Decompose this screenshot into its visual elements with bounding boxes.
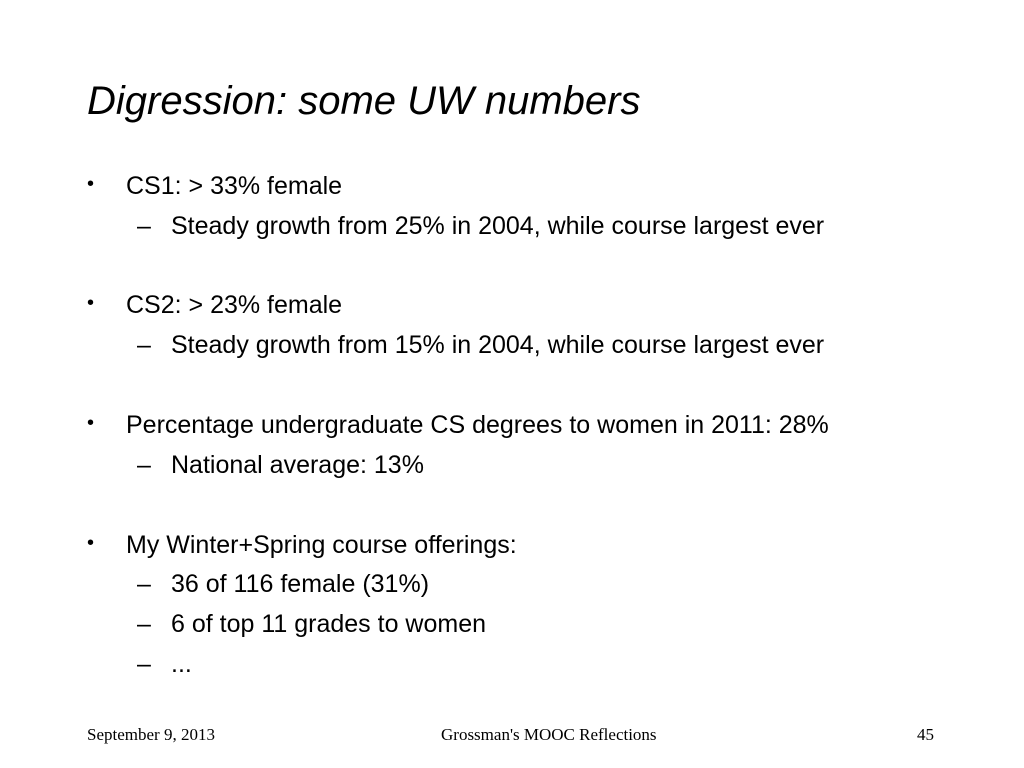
dash-icon: – xyxy=(137,650,151,678)
bullet-text: CS1: > 33% female xyxy=(126,172,343,200)
footer-date: September 9, 2013 xyxy=(87,725,215,744)
subitem-text: Steady growth from 25% in 2004, while course largest ever xyxy=(171,212,825,240)
slide-title: Digression: some UW numbers xyxy=(87,79,641,123)
bullet-text: Percentage undergraduate CS degrees to women in 2011: 28% xyxy=(126,411,829,439)
bullet-icon: • xyxy=(87,532,95,554)
bullet-icon: • xyxy=(87,412,95,434)
dash-icon: – xyxy=(137,570,151,598)
subitem-text: ... xyxy=(171,650,192,678)
footer-page-number: 45 xyxy=(917,725,934,744)
subitem-text: 36 of 116 female (31%) xyxy=(171,570,430,598)
bullet-text: My Winter+Spring course offerings: xyxy=(126,531,517,559)
bullet-text: CS2: > 23% female xyxy=(126,291,343,319)
dash-icon: – xyxy=(137,610,151,638)
footer-title: Grossman's MOOC Reflections xyxy=(441,725,657,744)
dash-icon: – xyxy=(137,331,151,359)
subitem-text: 6 of top 11 grades to women xyxy=(171,610,487,638)
subitem-text: National average: 13% xyxy=(171,451,424,479)
bullet-icon: • xyxy=(87,292,95,314)
dash-icon: – xyxy=(137,451,151,479)
subitem-text: Steady growth from 15% in 2004, while course largest ever xyxy=(171,331,825,359)
dash-icon: – xyxy=(137,212,151,240)
bullet-icon: • xyxy=(87,173,95,195)
